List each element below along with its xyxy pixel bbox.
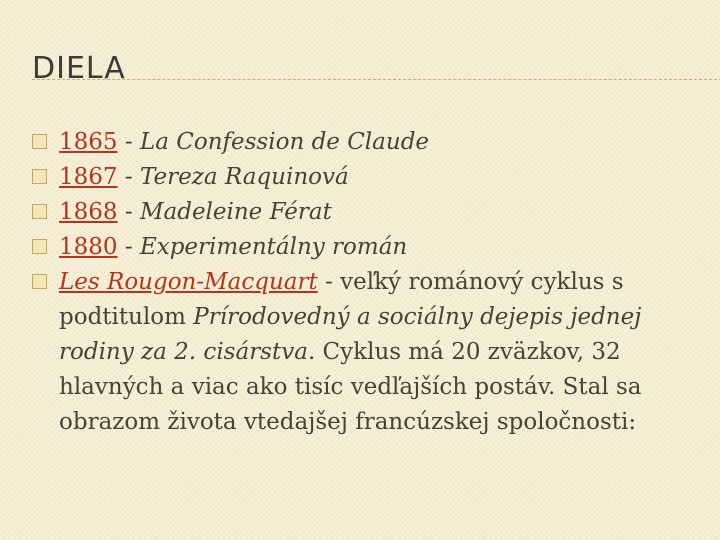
year-link[interactable]: 1867: [59, 164, 118, 190]
work-title: Experimentálny román: [139, 234, 408, 260]
cycle-subtitle: Prírodovedný a sociálny dejepis jednej rodiny za 2. cisárstva: [59, 304, 642, 365]
bullet-icon: [32, 239, 47, 254]
separator: -: [117, 234, 140, 260]
year-link[interactable]: 1868: [59, 199, 118, 225]
list-item: [32, 195, 702, 230]
slide-title: DIELA: [32, 51, 126, 86]
work-title: La Confession de Claude: [139, 129, 430, 155]
cycle-text: - veľký románový cyklus s podtitulom: [59, 269, 624, 330]
cycle-description: . Cyklus má 20 zväzkov, 32 hlavných a viac ako tisíc vedľajších postáv. Stal sa obrazom života vtedajšej francúzskej spoločnosti:: [59, 339, 642, 435]
list-item: [32, 230, 702, 265]
year-link[interactable]: 1865: [59, 129, 118, 155]
cycle-link[interactable]: Les Rougon-Macquart: [59, 269, 318, 295]
separator: -: [117, 199, 140, 225]
bullet-icon: [32, 204, 47, 219]
list-item: [32, 125, 702, 160]
year-link[interactable]: 1880: [59, 234, 118, 260]
work-title: Tereza Raquinová: [139, 164, 349, 190]
bullet-icon: [32, 134, 47, 149]
work-title: Madeleine Férat: [139, 199, 332, 225]
separator: -: [117, 129, 140, 155]
list-item-cycle: [32, 265, 702, 440]
title-divider: [32, 79, 720, 80]
separator: -: [117, 164, 140, 190]
bullet-icon: [32, 169, 47, 184]
works-list: [32, 125, 702, 440]
bullet-icon: [32, 274, 47, 289]
list-item: [32, 160, 702, 195]
